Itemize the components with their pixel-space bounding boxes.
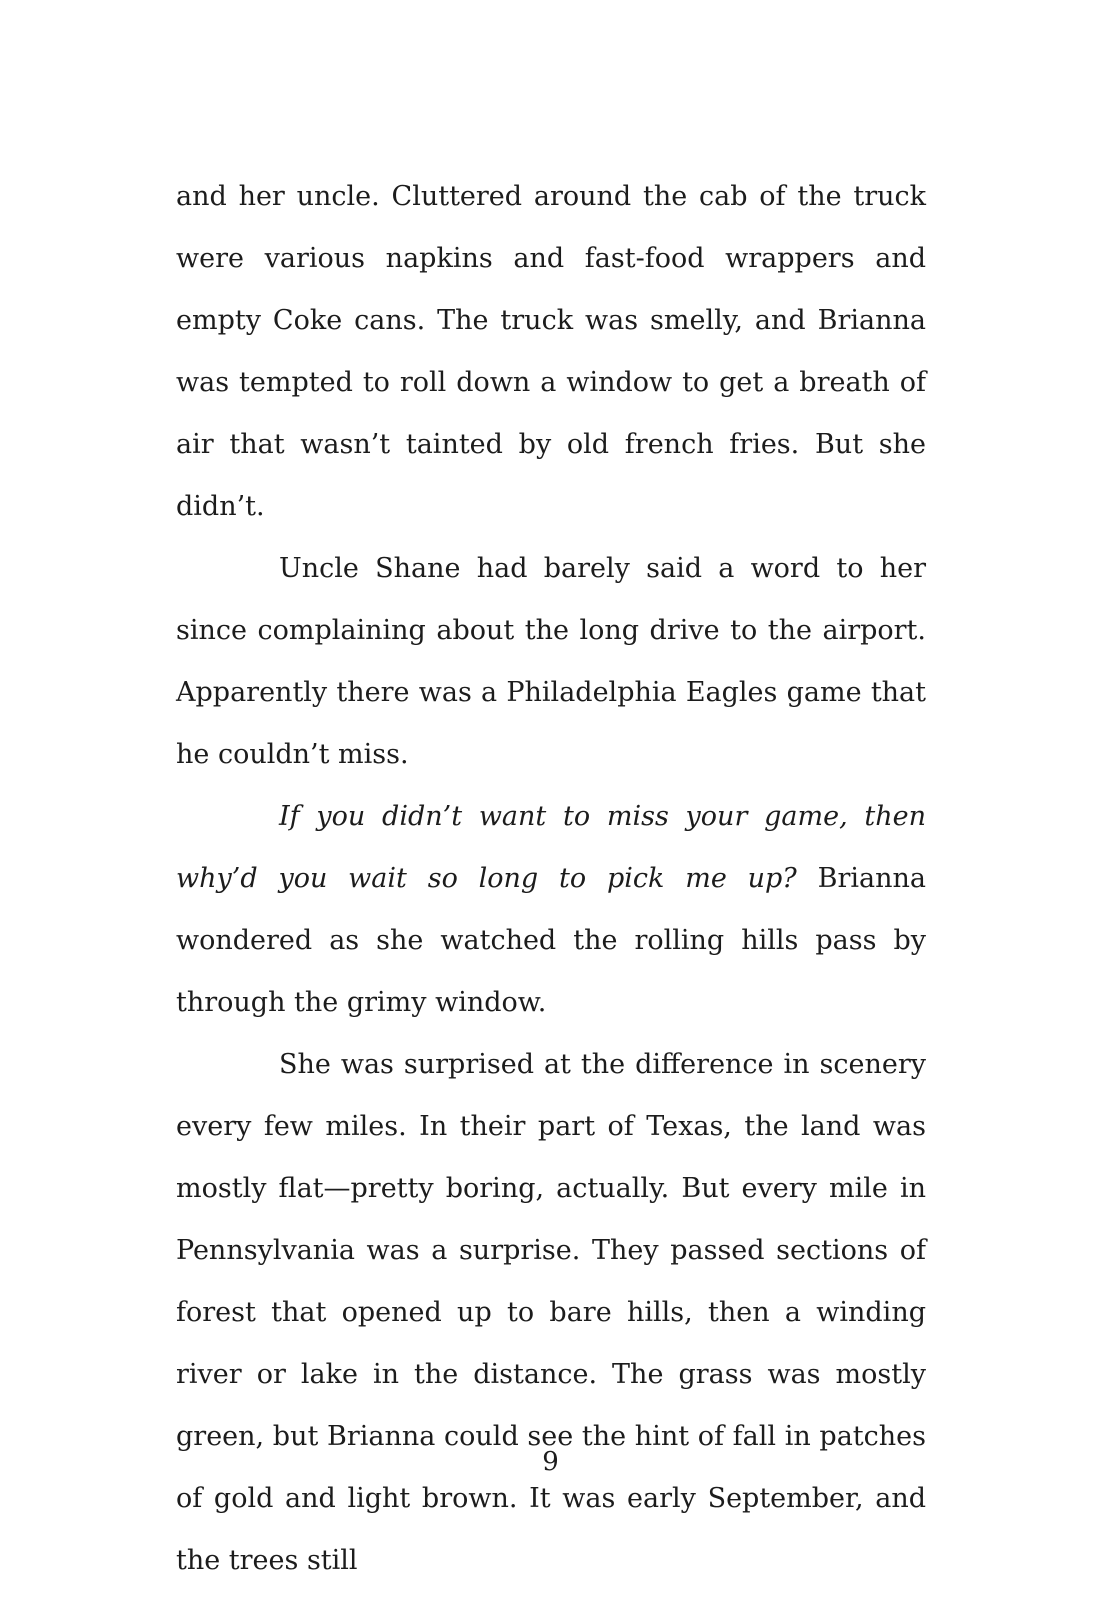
paragraph-4: She was surprised at the difference in scenery every few miles. In their part of Texas, the land was mostly flat—pretty boring, actually. But every mile in Pennsylvania was a surprise. They passed sections of forest that opened up to bare hills, then a winding river or lake in the distance. The grass was mostly green, but Brianna could see the hint of fall in patches of gold and light brown. It was early September, and the trees still xyxy=(176,1049,926,1576)
body-text xyxy=(176,166,926,1592)
paragraph-1: and her uncle. Cluttered around the cab of the truck were various napkins and fast-food wrappers and empty Coke cans. The truck was smelly, and Brianna was tempted to roll down a window to get a breath of air that wasn’t tainted by old french fries. But she didn’t. xyxy=(176,181,926,522)
paragraph-3-text: Brianna wondered as she watched the rolling hills pass by through the grimy window. xyxy=(176,863,926,1018)
paragraph-2: Uncle Shane had barely said a word to her since complaining about the long drive to the airport. Apparently there was a Philadelphia Eagles game that he couldn’t miss. xyxy=(176,553,926,770)
paragraph-3-italic-thought: If you didn’t want to miss your game, then why’d you wait so long to pick me up? xyxy=(176,801,926,894)
page-number: 9 xyxy=(542,1447,559,1477)
paragraph-3 xyxy=(176,786,926,1034)
